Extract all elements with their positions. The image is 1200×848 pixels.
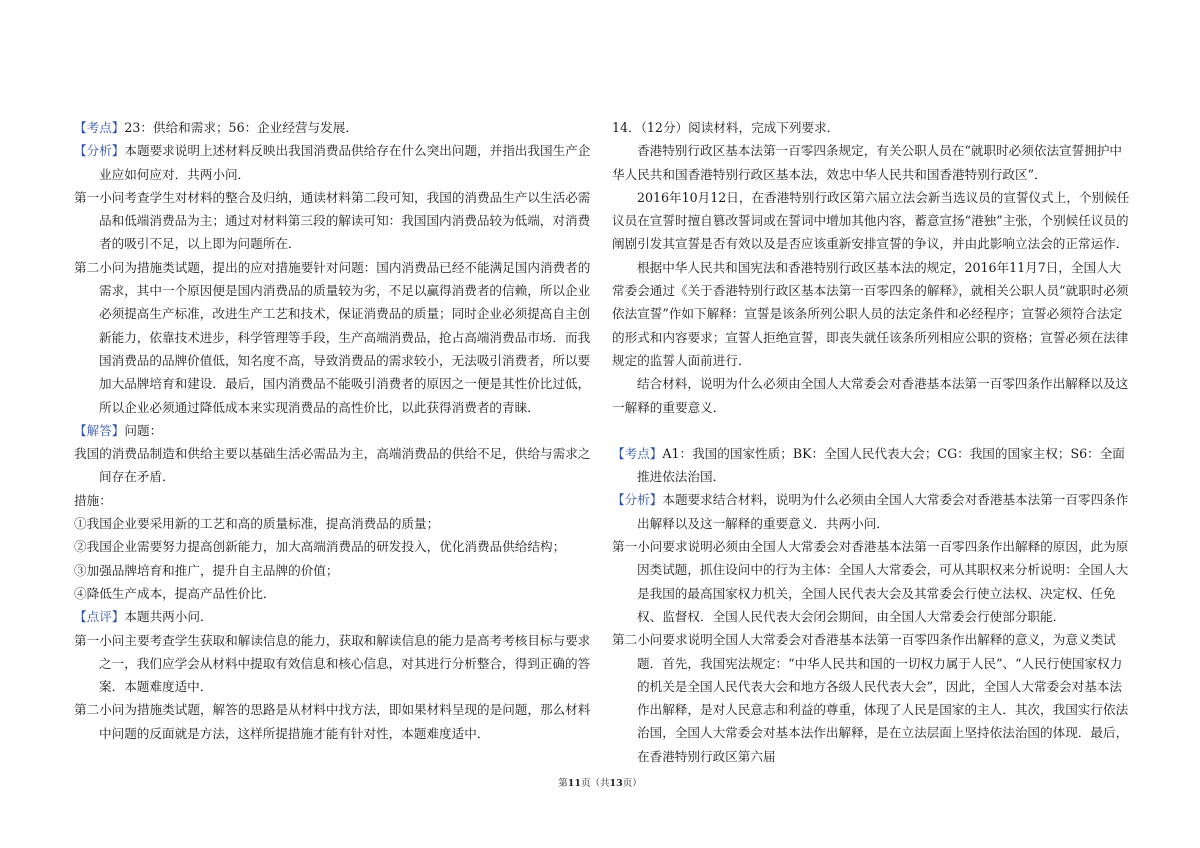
- dianping-paragraph-2: 第二小问为措施类试题，解答的思路是从材料中找方法，即如果材料呈现的是问题，那么材料中问题的反面就是方法，这样所提措施才能有针对性，本题难度适中．: [74, 702, 591, 741]
- question-paragraph-4: 结合材料，说明为什么必须由全国人大常委会对香港基本法第一百零四条作出解释以及这一解释的重要意义．: [612, 376, 1129, 415]
- fenxi-tag: 【分析】: [612, 492, 663, 508]
- fenxi-paragraph-2: 第二小问为措施类试题，提出的应对措施要针对问题：国内消费品已经不能满足国内消费者的需求，其中一个原因便是国内消费品的质量较为劣，不足以赢得消费者的信赖，所以企业必须提高生产标准，改进生产工艺和技术，保证消费品的质量；同时企业必须提高自主创新能力，依靠技术进步，科学管理等手段，生产高端消费品，抢占高端消费品市场．而我国消费品的品牌价值低，知名度不高，导致消费品的需求较小，无法吸引消费者，所以要加大品牌培育和建设．最后，国内消费品不能吸引消费者的原因之一便是其性价比过低，所以企业必须通过降低成本来实现消费品的高性价比，以此获得消费者的青睐．: [74, 259, 591, 415]
- dianping-text: 本题共两小问．: [124, 609, 213, 625]
- jieda-tag: 【解答】: [74, 422, 125, 438]
- fenxi-paragraph-1: 第一小问考查学生对材料的整合及归纳，通读材料第二段可知，我国的消费品生产以生活必需品和低端消费品为主；通过对材料第三段的解读可知：我国国内消费品较为低端，对消费者的吸引不足，以上即为问题所在．: [74, 189, 591, 252]
- fenxi-paragraph-1: 第一小问要求说明必须由全国人大常委会对香港基本法第一百零四条作出解释的原因，此为原因类试题，抓住设问中的行为主体：全国人大常委会，可从其职权来分析说明：全国人大是我国的最高国家权力机关，全国人民代表大会及其常委会行使立法权、决定权、任免权、监督权．全国人民代表大会闭会期间，由全国人大常委会行使部分职能．: [612, 539, 1129, 624]
- jieda-paragraph-1: 我国的消费品制造和供给主要以基础生活必需品为主，高端消费品的供给不足，供给与需求之间存在矛盾．: [74, 446, 591, 485]
- kaodian-line: [612, 442, 1130, 489]
- fenxi-tag: 【分析】: [74, 143, 125, 159]
- question-paragraph-1: 香港特别行政区基本法第一百零四条规定，有关公职人员在“就职时必须依法宣誓拥护中华人民共和国香港特别行政区基本法，效忠中华人民共和国香港特别行政区”．: [612, 143, 1123, 182]
- right-column: [612, 116, 1130, 768]
- fenxi-text: 本题要求结合材料，说明为什么必须由全国人大常委会对香港基本法第一百零四条作出解释以及这一解释的重要意义．共两小问．: [637, 492, 1129, 531]
- total-pages: 13: [609, 778, 623, 789]
- spacer: [612, 419, 1130, 442]
- kaodian-text: 23：供给和需求；56：企业经营与发展．: [124, 120, 358, 135]
- kaodian-text: A1：我国的国家性质；BK：全国人民代表大会；CG：我国的国家主权；S6：全面推进依法治国．: [637, 445, 1125, 485]
- kaodian-tag: 【考点】: [612, 445, 663, 461]
- cuoshi-item: ④降低生产成本，提高产品性价比．: [74, 585, 276, 601]
- footer-suffix: 页）: [622, 778, 642, 789]
- dianping-tag: 【点评】: [74, 609, 125, 625]
- left-column: [74, 116, 596, 745]
- footer-mid: 页（共: [580, 778, 610, 789]
- question-paragraph-3: 根据中华人民共和国宪法和香港特别行政区基本法的规定，2016年11月7日，全国人大常委会通过《关于香港特别行政区基本法第一百零四条的解释》，就相关公职人员“就职时必须依法宣誓”作如下解释：宣誓是该条所列公职人员的法定条件和必经程序；宣誓必须符合法定的形式和内容要求；宣誓人拒绝宣誓，即丧失就任该条所列相应公职的资格；宣誓必须在法律规定的监誓人面前进行．: [612, 259, 1129, 368]
- fenxi-text: 本题要求说明上述材料反映出我国消费品供给存在什么突出问题，并指出我国生产企业应如何应对．共两小问．: [99, 143, 591, 182]
- cuoshi-item: ②我国企业需要努力提高创新能力，加大高端消费品的研发投入，优化消费品供给结构；: [74, 539, 566, 555]
- cuoshi-item: ③加强品牌培育和推广，提升自主品牌的价值；: [74, 562, 339, 578]
- jieda-line: [74, 419, 596, 442]
- dianping-paragraph-1: 第一小问主要考查学生获取和解读信息的能力，获取和解读信息的能力是高考考核目标与要求之一，我们应学会从材料中提取有效信息和核心信息，对其进行分析整合，得到正确的答案．本题难度适中．: [74, 632, 591, 695]
- footer-prefix: 第: [558, 778, 568, 789]
- question-paragraph-2: 2016年10月12日，在香港特别行政区第六届立法会新当选议员的宣誓仪式上，个别候任议员在宣誓时擅自篡改誓词或在誓词中增加其他内容，蓄意宣扬“港独”主张，个别候任议员的阐剧引发其宣誓是否有效以及是否应该重新安排宣誓的争议，并由此影响立法会的正常运作．: [612, 189, 1130, 252]
- page-footer: [0, 775, 1200, 789]
- jieda-text: 问题：: [124, 422, 163, 438]
- fenxi-line: [612, 488, 1130, 535]
- fenxi-line: [74, 139, 596, 186]
- fenxi-paragraph-2: 第二小问要求说明全国人大常委会对香港基本法第一百零四条作出解释的意义，为意义类试题．首先，我国宪法规定：“中华人民共和国的一切权力属于人民”、“人民行使国家权力的机关是全国人民代表大会和地方各级人民代表大会”，因此，全国人大常委会对基本法作出解释，是对人民意志和利益的尊重，体现了人民是国家的主人．其次，我国实行依法治国，全国人大常委会对基本法作出解释，是在立法层面上坚持依法治国的体现．最后，在香港特别行政区第六届: [612, 632, 1129, 764]
- cuoshi-label: 措施：: [74, 492, 112, 508]
- page-number: 11: [567, 778, 581, 789]
- cuoshi-item: ①我国企业要采用新的工艺和高的质量标准，提高消费品的质量；: [74, 516, 440, 532]
- kaodian-line: [74, 116, 596, 139]
- question-title: 14．（12分）阅读材料，完成下列要求．: [612, 120, 840, 135]
- kaodian-tag: 【考点】: [74, 120, 125, 135]
- dianping-line: [74, 605, 596, 628]
